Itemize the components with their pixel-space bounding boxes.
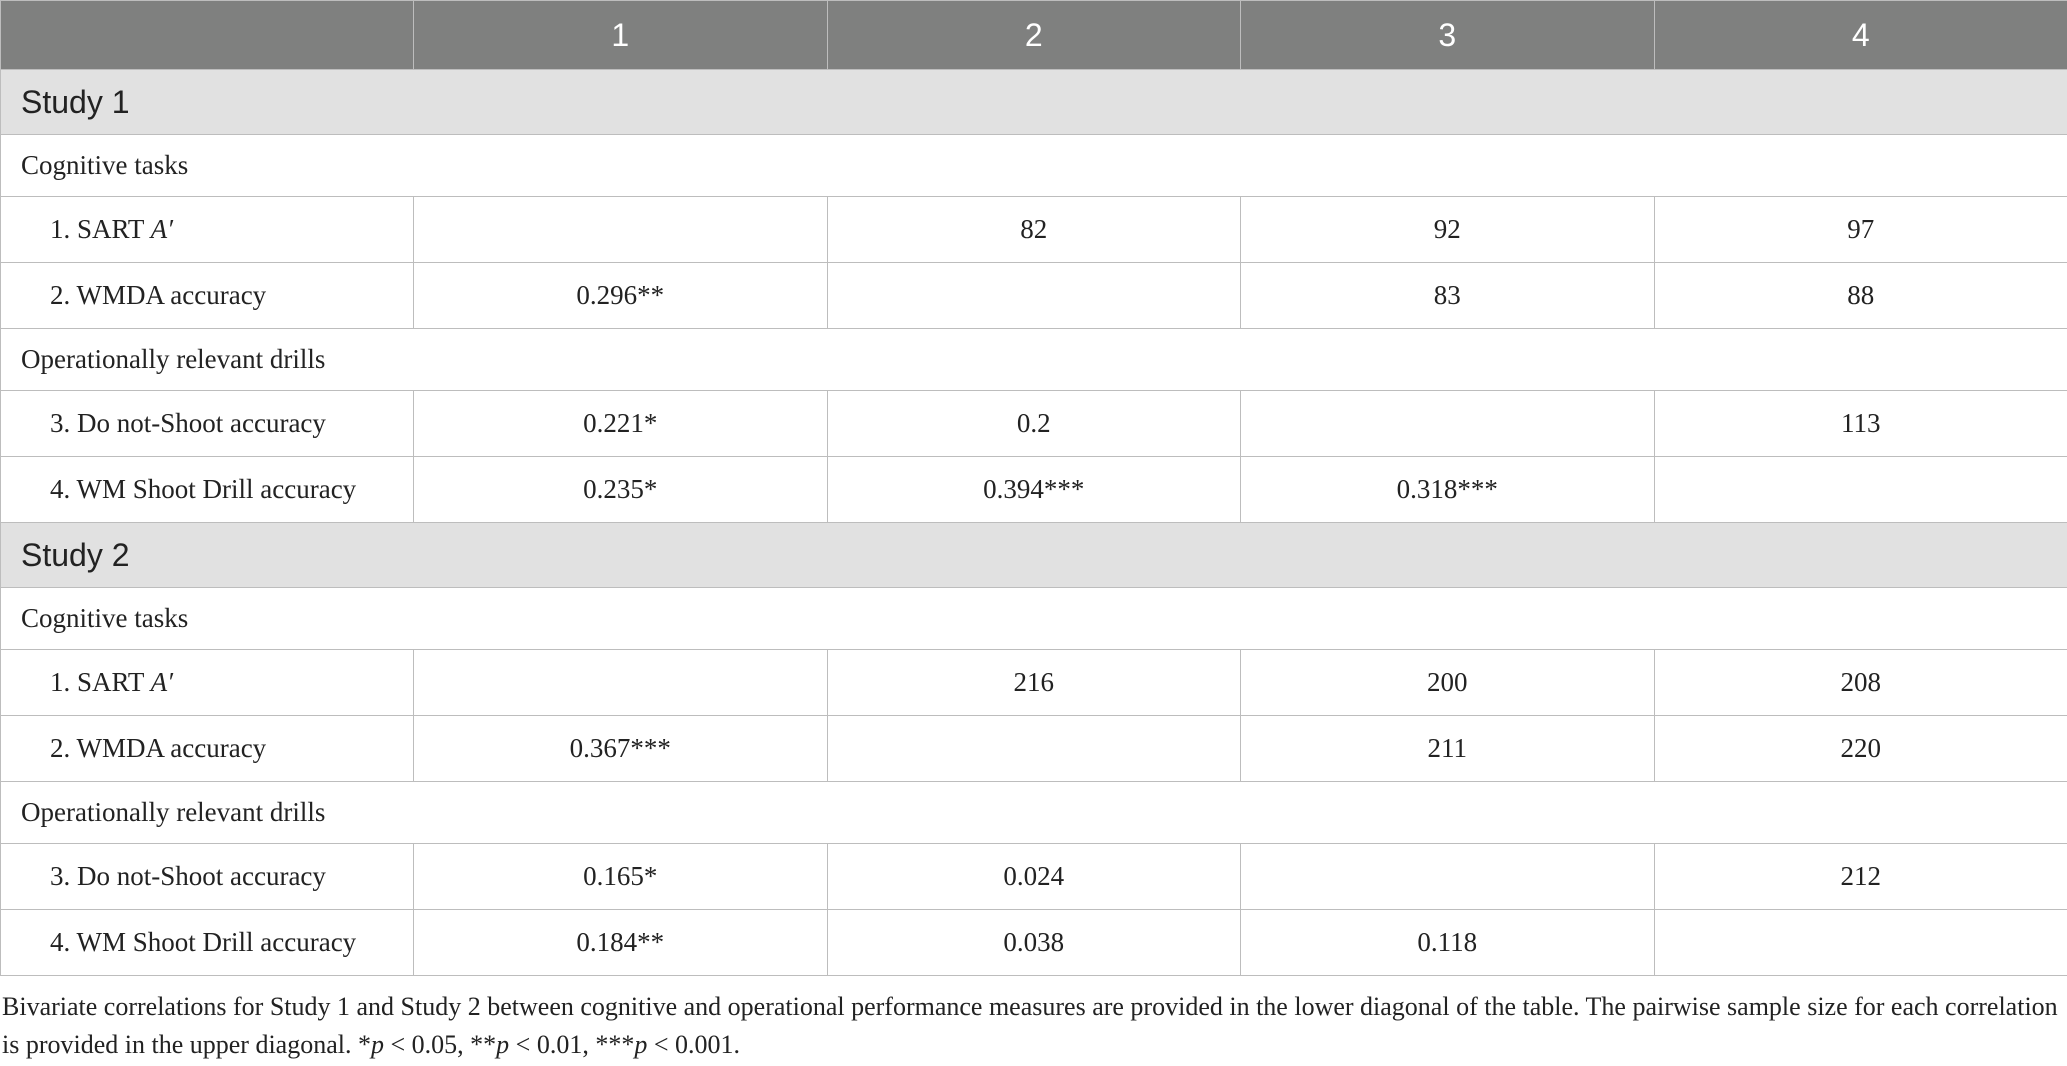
group-title: Cognitive tasks [1, 588, 2067, 650]
table-cell: 0.165* [414, 844, 828, 910]
column-header: 2 [827, 1, 1241, 70]
header-corner [1, 1, 414, 70]
table-cell [1654, 910, 2067, 976]
table-cell: 0.024 [827, 844, 1241, 910]
footnote-text: Bivariate correlations for Study 1 and Study 2 between cognitive and operational performance measures are provided in the lower diagonal of the table. The pairwise sample size for each correlation is provided in the upper diagonal. [2, 992, 2058, 1059]
row-label: 3. Do not-Shoot accuracy [1, 391, 414, 457]
table-cell: 0.235* [414, 457, 828, 523]
table-row [1, 910, 2067, 976]
study-title: Study 2 [1, 523, 2067, 588]
group-title: Operationally relevant drills [1, 782, 2067, 844]
group-header-row [1, 135, 2067, 197]
row-label: 4. WM Shoot Drill accuracy [1, 910, 414, 976]
table-cell: 83 [1241, 263, 1655, 329]
table-cell: 200 [1241, 650, 1655, 716]
column-header: 3 [1241, 1, 1655, 70]
row-label: 2. WMDA accuracy [1, 716, 414, 782]
table-cell [1241, 391, 1655, 457]
group-header-row [1, 588, 2067, 650]
group-title: Cognitive tasks [1, 135, 2067, 197]
column-header: 1 [414, 1, 828, 70]
table-cell: 212 [1654, 844, 2067, 910]
table-cell: 0.184** [414, 910, 828, 976]
table-cell: 113 [1654, 391, 2067, 457]
table-cell: 92 [1241, 197, 1655, 263]
table-cell: 0.221* [414, 391, 828, 457]
study-section-row [1, 523, 2067, 588]
table-cell [1241, 844, 1655, 910]
group-header-row [1, 329, 2067, 391]
table-cell: 0.2 [827, 391, 1241, 457]
table-cell: 211 [1241, 716, 1655, 782]
table-cell: 0.296** [414, 263, 828, 329]
table-row [1, 650, 2067, 716]
sig-level-2: **p < 0.01, [470, 1030, 596, 1059]
table-row [1, 197, 2067, 263]
row-label: 1. SART A′ [1, 197, 414, 263]
table-row [1, 391, 2067, 457]
table-cell: 0.318*** [1241, 457, 1655, 523]
table-cell: 0.118 [1241, 910, 1655, 976]
table-cell: 97 [1654, 197, 2067, 263]
table-body [1, 70, 2067, 976]
group-title: Operationally relevant drills [1, 329, 2067, 391]
study-title: Study 1 [1, 70, 2067, 135]
row-label: 3. Do not-Shoot accuracy [1, 844, 414, 910]
header-row [1, 1, 2067, 70]
table-cell [827, 716, 1241, 782]
table-row [1, 263, 2067, 329]
table-cell: 82 [827, 197, 1241, 263]
group-header-row [1, 782, 2067, 844]
column-header: 4 [1654, 1, 2067, 70]
table-cell [414, 197, 828, 263]
table-footnote [0, 976, 2067, 1064]
sig-level-1: *p < 0.05, [357, 1030, 471, 1059]
table-cell [827, 263, 1241, 329]
table-cell: 0.367*** [414, 716, 828, 782]
table-cell: 220 [1654, 716, 2067, 782]
table-row [1, 844, 2067, 910]
study-section-row [1, 70, 2067, 135]
row-label: 2. WMDA accuracy [1, 263, 414, 329]
row-label: 1. SART A′ [1, 650, 414, 716]
table-cell: 88 [1654, 263, 2067, 329]
table-row [1, 716, 2067, 782]
table-cell: 208 [1654, 650, 2067, 716]
row-label: 4. WM Shoot Drill accuracy [1, 457, 414, 523]
table-cell [1654, 457, 2067, 523]
table-row [1, 457, 2067, 523]
table-cell: 216 [827, 650, 1241, 716]
table-cell: 0.038 [827, 910, 1241, 976]
table-cell: 0.394*** [827, 457, 1241, 523]
sig-level-3: ***p < 0.001. [595, 1030, 740, 1059]
table-cell [414, 650, 828, 716]
